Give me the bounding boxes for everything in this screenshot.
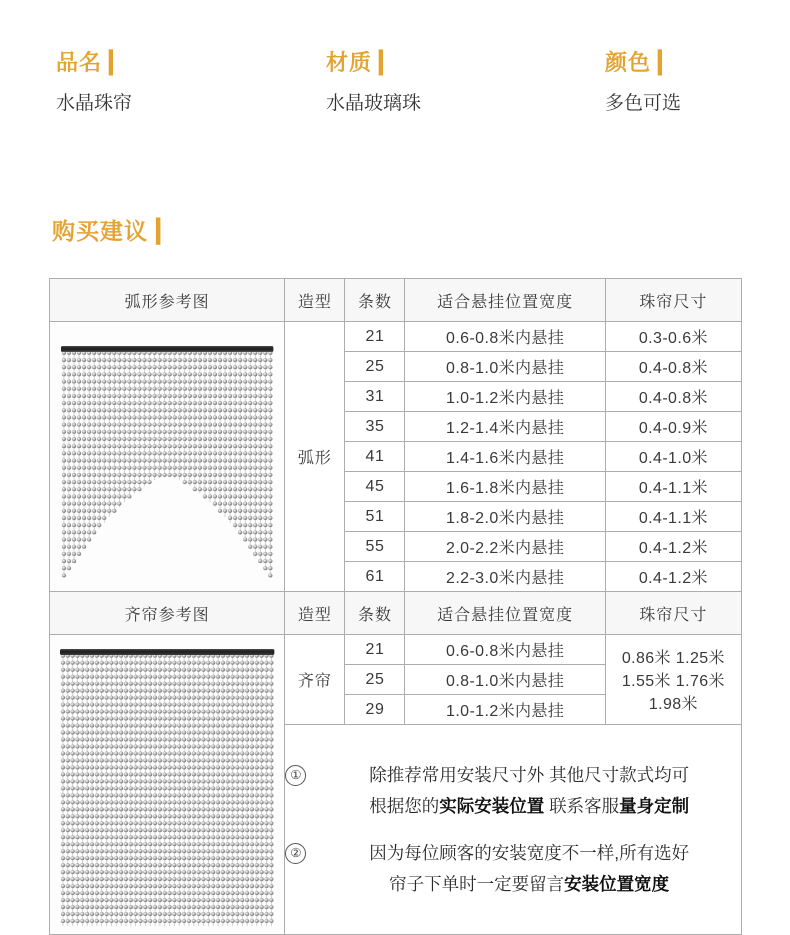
cell-curtain-size: 0.4-1.2米 <box>605 532 741 562</box>
note-text-emphasis: 实际安装位置 <box>439 795 545 816</box>
cell-hanging-width: 1.4-1.6米内悬挂 <box>405 442 605 472</box>
curtain-size-line: 0.86米 1.25米 <box>621 650 725 667</box>
note-line <box>317 760 741 791</box>
column-header-hanging-width: 适合悬挂位置宽度 <box>405 592 605 635</box>
note-body <box>317 760 741 822</box>
cell-curtain-size: 0.4-1.2米 <box>605 562 741 592</box>
note-text: 除推荐常用安装尺寸外 其他尺寸款式均可 <box>369 764 690 785</box>
cell-curtain-size: 0.4-1.1米 <box>605 502 741 532</box>
table-header-row-flat <box>50 592 742 635</box>
note-line <box>317 838 741 869</box>
table-row <box>50 322 742 352</box>
cell-strand-count: 31 <box>345 382 405 412</box>
cell-hanging-width: 2.2-3.0米内悬挂 <box>405 562 605 592</box>
note-text-emphasis: 量身定制 <box>619 795 690 816</box>
cell-strand-count: 25 <box>345 352 405 382</box>
spec-value-material: 水晶玻璃珠 <box>326 93 422 114</box>
spec-item-product-name <box>56 52 276 113</box>
cell-strand-count: 41 <box>345 442 405 472</box>
cell-hanging-width: 0.6-0.8米内悬挂 <box>405 635 605 665</box>
arc-curtain-reference-image <box>50 322 285 592</box>
spec-label-text: 颜色 <box>605 50 652 75</box>
cell-strand-count: 45 <box>345 472 405 502</box>
accent-bar-icon: ▎ <box>156 218 175 244</box>
arc-curtain-illustration <box>50 327 284 586</box>
column-header-type: 造型 <box>285 592 345 635</box>
accent-bar-icon: ▎ <box>379 50 397 75</box>
cell-hanging-width: 1.6-1.8米内悬挂 <box>405 472 605 502</box>
cell-strand-count: 35 <box>345 412 405 442</box>
purchase-notes-cell <box>285 725 742 935</box>
cell-hanging-width: 2.0-2.2米内悬挂 <box>405 532 605 562</box>
curtain-size-line: 1.98米 <box>648 696 698 713</box>
buying-advice-table-wrapper <box>49 278 742 935</box>
cell-strand-count: 51 <box>345 502 405 532</box>
spec-item-material <box>326 52 566 113</box>
cell-hanging-width: 1.0-1.2米内悬挂 <box>405 382 605 412</box>
column-header-arc-image: 弧形参考图 <box>50 279 285 322</box>
cell-type-arc: 弧形 <box>285 322 345 592</box>
cell-strand-count: 25 <box>345 665 405 695</box>
product-spec-row <box>0 0 790 160</box>
cell-curtain-size-merged <box>605 635 741 725</box>
cell-curtain-size: 0.4-0.8米 <box>605 352 741 382</box>
cell-strand-count: 21 <box>345 635 405 665</box>
column-header-flat-image: 齐帘参考图 <box>50 592 285 635</box>
accent-bar-icon: ▎ <box>109 50 127 75</box>
cell-strand-count: 61 <box>345 562 405 592</box>
spec-value-color: 多色可选 <box>605 93 682 114</box>
note-text: 联系客服 <box>544 795 620 816</box>
note-number-icon: ② <box>285 843 306 864</box>
note-line <box>317 791 741 822</box>
cell-curtain-size: 0.4-1.0米 <box>605 442 741 472</box>
section-heading-buying-advice <box>52 220 175 243</box>
note-number-icon: ① <box>285 765 306 786</box>
note-item-2 <box>285 838 741 900</box>
cell-hanging-width: 0.8-1.0米内悬挂 <box>405 352 605 382</box>
spec-label-color <box>605 52 785 74</box>
section-heading-text: 购买建议 <box>52 218 148 244</box>
column-header-strand-count: 条数 <box>345 279 405 322</box>
cell-hanging-width: 1.0-1.2米内悬挂 <box>405 695 605 725</box>
spec-label-text: 材质 <box>326 50 373 75</box>
cell-curtain-size: 0.4-0.9米 <box>605 412 741 442</box>
buying-advice-table <box>49 278 742 935</box>
spec-label-text: 品名 <box>56 50 103 75</box>
cell-hanging-width: 0.8-1.0米内悬挂 <box>405 665 605 695</box>
note-line <box>317 869 741 900</box>
cell-hanging-width: 1.8-2.0米内悬挂 <box>405 502 605 532</box>
cell-curtain-size: 0.4-1.1米 <box>605 472 741 502</box>
column-header-curtain-size: 珠帘尺寸 <box>605 592 741 635</box>
note-text-emphasis: 安装位置宽度 <box>564 873 670 894</box>
spec-item-color <box>605 52 785 113</box>
spec-value-product-name: 水晶珠帘 <box>56 93 133 114</box>
note-text: 根据您的 <box>369 795 440 816</box>
column-header-hanging-width: 适合悬挂位置宽度 <box>405 279 605 322</box>
cell-strand-count: 21 <box>345 322 405 352</box>
flat-curtain-illustration <box>50 635 284 934</box>
column-header-strand-count: 条数 <box>345 592 405 635</box>
cell-curtain-size: 0.4-0.8米 <box>605 382 741 412</box>
spec-label-material <box>326 52 566 74</box>
table-row <box>50 635 742 665</box>
table-header-row-arc <box>50 279 742 322</box>
cell-hanging-width: 1.2-1.4米内悬挂 <box>405 412 605 442</box>
note-body <box>317 838 741 900</box>
accent-bar-icon: ▎ <box>658 50 676 75</box>
cell-curtain-size: 0.3-0.6米 <box>605 322 741 352</box>
cell-hanging-width: 0.6-0.8米内悬挂 <box>405 322 605 352</box>
flat-curtain-reference-image <box>50 635 285 935</box>
column-header-type: 造型 <box>285 279 345 322</box>
cell-type-flat: 齐帘 <box>285 635 345 725</box>
note-text: 因为每位顾客的安装宽度不一样,所有选好 <box>369 842 690 863</box>
curtain-size-line: 1.55米 1.76米 <box>621 673 725 690</box>
note-item-1 <box>285 760 741 822</box>
column-header-curtain-size: 珠帘尺寸 <box>605 279 741 322</box>
cell-strand-count: 29 <box>345 695 405 725</box>
note-text: 帘子下单时一定要留言 <box>389 873 565 894</box>
spec-label-product-name <box>56 52 276 74</box>
cell-strand-count: 55 <box>345 532 405 562</box>
